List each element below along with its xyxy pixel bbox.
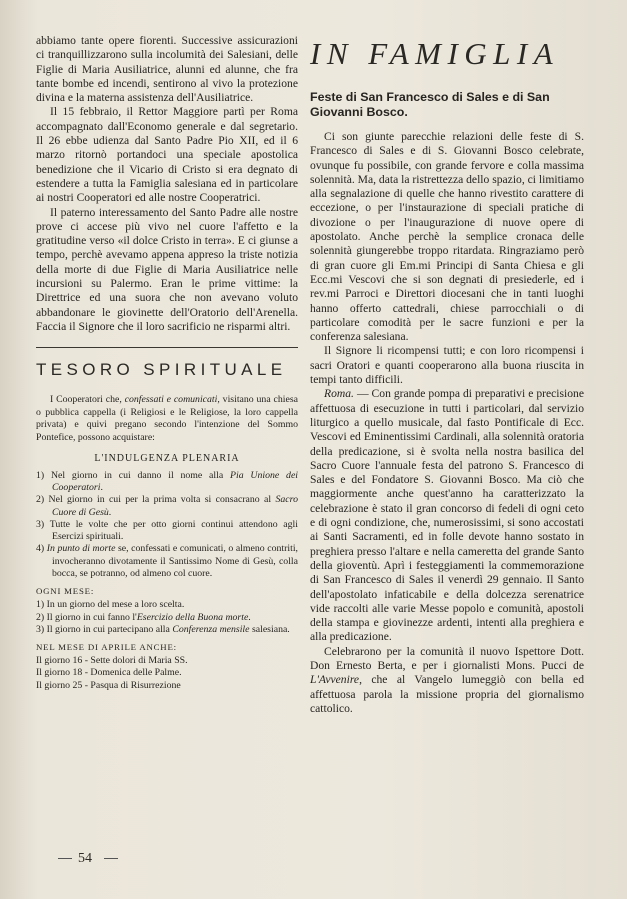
list-item: Il giorno 16 - Sette dolori di Maria SS. xyxy=(36,655,188,667)
article-title: Feste di San Francesco di Sales e di San Giovanni Bosco. xyxy=(310,90,550,119)
page-number: 54 xyxy=(78,851,92,866)
list-item: 3) Il giorno in cui partecipano alla Conferenza mensile salesiana. xyxy=(36,623,290,635)
plenaria-list xyxy=(36,470,298,581)
list-item: 4) In punto di morte se, confessati e comunicati, o almeno contriti, invocheranno divotamente il Santissimo Nome di Gesù, colla bocca, se potranno, od almeno col cuore. xyxy=(36,543,298,579)
tesoro-section xyxy=(36,394,298,692)
paragraph: Ci son giunte parecchie relazioni delle feste di S. Francesco di Sales e di S. Giovanni Bosco celebrate, ovunque fu possibile, con grande fervore e colla massima solennità. Ma, data la ristrettezza dello spazio, ci limitiamo alla segnalazione di quelle che hanno rivestito carattere di eccezione, o per l'instaurazione di speciali pratiche di divozione o per l'inaugurazione di nuove opere di apostolato. Anche perchè la semplice cronaca delle solennità giungerebbe troppo ritardata. Ringraziamo però di gran cuore gli Em.mi Principi di Santa Chiesa e gli Ecc.mi Vescovi che si son degnati di presiederle, ed i rev.mi Parroci e Direttori diocesani che in tanti luoghi hanno offerto cattedrali, chiese parrocchiali o di particolare comodità per le sacre funzioni e per la conferenza salesiana. xyxy=(310,130,584,344)
paragraph: abbiamo tante opere fiorenti. Successive assicurazioni ci tranquillizzarono sulla incolumità dei Salesiani, delle Figlie di Maria Ausiliatrice, alunni ed alunne, che fra tante bombe ed incendi, sentirono al vivo la protezione divina e la materna assistenza dell'Ausiliatrice. xyxy=(36,34,298,105)
aprile-list xyxy=(36,655,298,692)
paragraph: Il paterno interessamento del Santo Padre alle nostre prove ci accese più vivo nel cuore l'affetto e la gratitudine verso «il dolce Cristo in terra». E ci giunse a tempo, perchè avevamo appena appreso la triste notizia della morte di due Figlie di Maria Ausiliatrice nelle incursioni su Palermo. Eran le prime vittime: la Direttrice ed una suora che non avevano voluto abbandonare le giovinette dell'Oratorio dell'Arenella. Faccia il Signore che il loro sacrificio ne risparmi altri. xyxy=(36,205,298,333)
intro-paragraph: I Cooperatori che, confessati e comunicati, visitano una chiesa o pubblica cappella (i Religiosi e le Religiose, la loro cappella privata) e quivi pregano secondo l'intenzione del Sommo Pontefice, possono acquistare: xyxy=(36,394,298,444)
paragraph: Celebrarono per la comunità il nuovo Ispettore Dott. Don Ernesto Berta, e per i giornalisti Mons. Pucci de L'Avvenire, che al Vangelo lumeggiò con bella ed affettuosa parola la missione propria del giornalismo cattolico. xyxy=(310,644,584,715)
section-title: TESORO SPIRITUALE xyxy=(36,360,287,380)
paragraph: Il 15 febbraio, il Rettor Maggiore partì per Roma accompagnato dall'Economo generale e dal segretario. Il 26 ebbe udienza dal Santo Padre Pio XII, ed il 6 marzo ritornò portandoci una speciale apostolica benedizione che il Vicario di Cristo si era degnato di estendere a tutta la Famiglia salesiana ed in particolare ai nostri Cooperatori ed alle nostre Cooperatrici. xyxy=(36,105,298,205)
aprile-heading: NEL MESE DI APRILE ANCHE: xyxy=(36,642,177,653)
ogni-mese-list xyxy=(36,599,298,636)
list-item: 2) Nel giorno in cui per la prima volta si consacrano al Sacro Cuore di Gesù. xyxy=(36,494,298,518)
section-divider xyxy=(36,347,298,348)
page-number-dash xyxy=(58,858,72,859)
list-item: Il giorno 18 - Domenica delle Palme. xyxy=(36,667,182,679)
left-column xyxy=(36,34,298,692)
paragraph: Roma. — Con grande pompa di preparativi e precisione affettuosa di esecuzione in tutti i particolari, dal servizio liturgico a quello musicale, dal fasto Pontificale di Ecc. Vescovi ed Eminentissimi Cardinali, alla solennità oratoria della predicazione, si è svolta nella nostra basilica del Sacro Cuore l'annuale festa del patrono S. Francesco di Sales e del Fondatore S. Giovanni Bosco. Ma ciò che maggiormente anche quest'anno ha caratterizzato la celebrazione è stato il gran concorso di fedeli di ogni ceto e di ogni condizione, che, numerosissimi, si sono accostati ai Santi Sacramenti, ed in folle devote hanno sostato in preghiera presso l'altare e nella cameretta del grande Santo della gioventù. Aprì i festeggiamenti la commemorazione di San Francesco di Sales il venerdì 29 gennaio. Il Santo dell'apostolato infaticabile e della dolcezza serenatrice vide raccolti alle varie Messe popolo e comunità, apostoli della stampa e giovinezze ardenti, intenti alla preghiera e alla predicazione. xyxy=(310,387,584,644)
list-item: 1) Nel giorno in cui danno il nome alla Pia Unione dei Cooperatori. xyxy=(36,469,299,493)
right-column xyxy=(310,34,584,716)
list-item: Il giorno 25 - Pasqua di Risurrezione xyxy=(36,679,181,691)
list-item: 1) In un giorno del mese a loro scelta. xyxy=(36,599,185,611)
section-header: IN FAMIGLIA xyxy=(310,36,560,71)
page-number-dash xyxy=(104,858,118,859)
ogni-mese-heading: OGNI MESE: xyxy=(36,586,95,597)
paragraph: Il Signore li ricompensi tutti; e con loro ricompensi i sacri Oratori e quanti cooperarono alla buona riuscita in tempi tanto difficili. xyxy=(310,344,584,387)
list-item: 3) Tutte le volte che per otto giorni continui attendono agli Esercizi spirituali. xyxy=(36,518,298,543)
list-item: 2) Il giorno in cui fanno l'Esercizio della Buona morte. xyxy=(36,611,251,623)
plenaria-heading: L'INDULGENZA PLENARIA xyxy=(94,452,240,464)
